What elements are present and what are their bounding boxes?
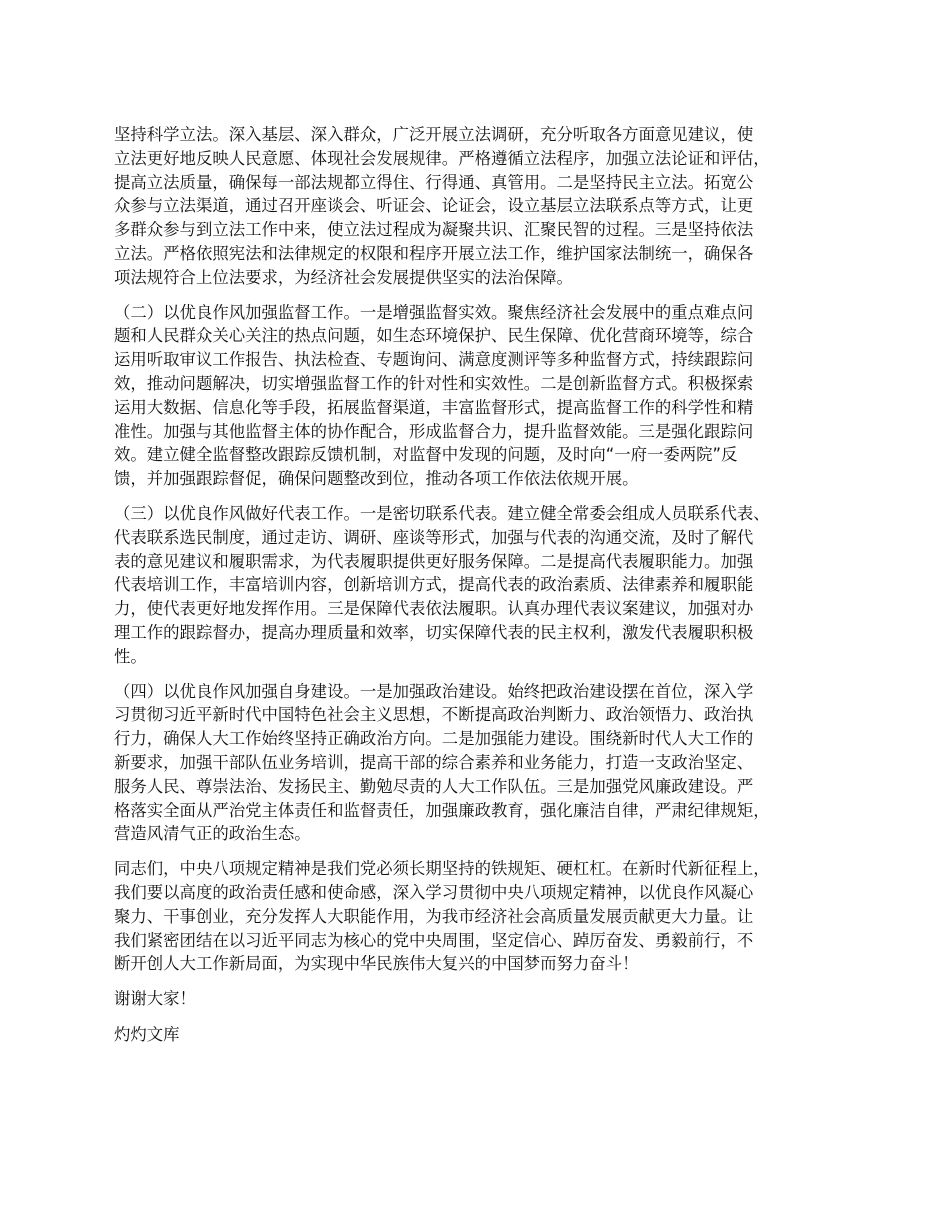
paragraph-supervision: （二）以优良作风加强监督工作。一是增强监督实效。聚焦经济社会发展中的重点难点问 题和人民群众关心关注的热点问题，如生态环境保护、民生保障、优化营商环境等，综合 运用听取审议工作报告、执法检查、专题询问、满意度测评等多种监督方式，持续跟踪问 效，推动问题解决，切实增强监督工作的针对性和实效性。二是创新监督方式。积极探索 运用大数据、信息化等手段，拓展监督渠道，丰富监督形式，提高监督工作的科学性和精 准性。加强与其他监督主体的协作配合，形成监督合力，提升监督效能。三是强化跟踪问 效。建立健全监督整改跟踪反馈机制，对监督中发现的问题，及时向“一府一委两院”反 馈，并加强跟踪督促，确保问题整改到位，推动各项工作依法依规开展。 (114, 302, 754, 489)
paragraph-closing: 同志们，中央八项规定精神是我们党必须长期坚持的铁规矩、硬杠杠。在新时代新征程上， 我们要以高度的政治责任感和使命感，深入学习贯彻中央八项规定精神，以优良作风凝心 聚力、干事创业，充分发挥人大职能作用，为我市经济社会高质量发展贡献更大力量。让 我们紧密团结在以习近平同志为核心的党中央周围，坚定信心、踔厉奋发、勇毅前行，不 断开创人大工作新局面，为实现中华民族伟大复兴的中国梦而努力奋斗！ (114, 859, 770, 974)
document-page (114, 123, 860, 1059)
paragraph-thanks: 谢谢大家！ (114, 989, 196, 1009)
paragraph-legislation: 坚持科学立法。深入基层、深入群众，广泛开展立法调研，充分听取各方面意见建议，使 立法更好地反映人民意愿、体现社会发展规律。严格遵循立法程序，加强立法论证和评估， 提高立法质量，确保每一部法规都立得住、行得通、真管用。二是坚持民主立法。拓宽公 众参与立法渠道，通过召开座谈会、听证会、论证会，设立基层立法联系点等方式，让更 多群众参与到立法工作中来，使立法过程成为凝聚共识、汇聚民智的过程。三是坚持依法 立法。严格依照宪法和法律规定的权限和程序开展立法工作，维护国家法制统一，确保各 项法规符合上位法要求，为经济社会发展提供坚实的法治保障。 (114, 125, 770, 287)
paragraph-self-building: （四）以优良作风加强自身建设。一是加强政治建设。始终把政治建设摆在首位，深入学 习贯彻习近平新时代中国特色社会主义思想，不断提高政治判断力、政治领悟力、政治执 行力，确保人大工作始终坚持正确政治方向。二是加强能力建设。围绕新时代人大工作的 新要求，加强干部队伍业务培训，提高干部的综合素养和业务能力，打造一支政治坚定、 服务人民、尊崇法治、发扬民主、勤勉尽责的人大工作队伍。三是加强党风廉政建设。严 格落实全面从严治党主体责任和监督责任，加强廉政教育，强化廉洁自律，严肃纪律规矩， 营造风清气正的政治生态。 (114, 681, 770, 844)
paragraph-source: 灼灼文库 (114, 1024, 180, 1044)
paragraph-representatives: （三）以优良作风做好代表工作。一是密切联系代表。建立健全常委会组成人员联系代表、 代表联系选民制度，通过走访、调研、座谈等形式，加强与代表的沟通交流，及时了解代 表的意见建议和履职需求，为代表履职提供更好服务保障。二是提高代表履职能力。加强 代表培训工作，丰富培训内容，创新培训方式，提高代表的政治素质、法律素养和履职能 力，使代表更好地发挥作用。三是保障代表依法履职。认真办理代表议案建议，加强对办 理工作的跟踪督办，提高办理质量和效率，切实保障代表的民主权利，激发代表履职积极 性。 (114, 503, 770, 666)
